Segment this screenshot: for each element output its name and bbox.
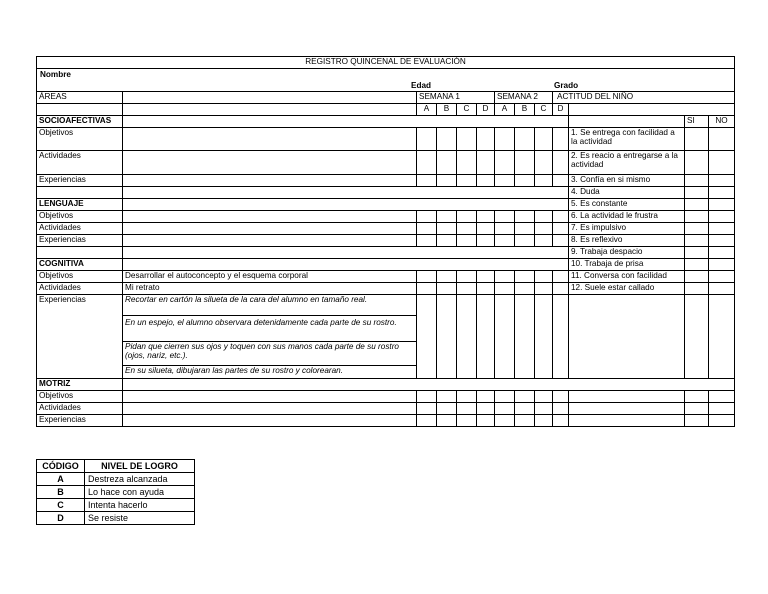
header-info-row [37,69,735,92]
row-label-experiencias: Experiencias [37,235,123,247]
legend-code: B [37,486,85,499]
legend-level: Intenta hacerlo [85,499,195,512]
legend-level-header: NIVEL DE LOGRO [85,460,195,473]
row-label-experiencias: Experiencias [37,175,123,187]
edad-label: Edad [411,81,432,90]
letter-d: D [553,104,569,116]
no-label: NO [709,116,735,128]
cognitiva-objetivo: Desarrollar el autoconcepto y el esquema corporal [123,271,417,283]
row-label-objetivos: Objetivos [37,271,123,283]
row-label-experiencias: Experiencias [37,415,123,427]
cognitiva-experiencia: Recortar en cartón la silueta de la cara del alumno en tamaño real. [123,295,417,316]
grado-label: Grado [554,81,579,90]
letter-b: B [437,104,457,116]
attitude-item: 2. Es reacio a entregarse a la actividad [569,151,685,175]
attitude-item: 6. La actividad le frustra [569,211,685,223]
section-lenguaje: LENGUAJE [37,199,123,211]
legend-code-header: CÓDIGO [37,460,85,473]
evaluation-register-table [36,56,735,427]
row-label-objetivos: Objetivos [37,211,123,223]
attitude-item: 11. Conversa con facilidad [569,271,685,283]
attitude-item: 1. Se entrega con facilidad a la actividad [569,128,685,151]
cognitiva-experiencia: En un espejo, el alumno observara detenidamente cada parte de su rostro. [123,316,417,342]
attitude-item: 12. Suele estar callado [569,283,685,295]
attitude-item: 3. Confía en si mismo [569,175,685,187]
attitude-item: 9. Trabaja despacio [569,247,685,259]
row-label-actividades: Actividades [37,403,123,415]
letter-c: C [457,104,477,116]
actitud-label: ACTITUD DEL NIÑO [553,92,735,104]
legend-code: C [37,499,85,512]
row-label-actividades: Actividades [37,283,123,295]
legend-level: Lo hace con ayuda [85,486,195,499]
form-title: REGISTRO QUINCENAL DE EVALUACIÓN [37,57,735,69]
row-label-actividades: Actividades [37,223,123,235]
si-label: SI [685,116,709,128]
legend-level: Se resiste [85,512,195,525]
legend-level: Destreza alcanzada [85,473,195,486]
letter-b: B [515,104,535,116]
attitude-item: 4. Duda [569,187,685,199]
areas-label: ÁREAS [37,92,123,104]
letter-a: A [417,104,437,116]
section-cognitiva: COGNITIVA [37,259,123,271]
letter-d: D [477,104,495,116]
row-label-objetivos: Objetivos [37,128,123,151]
letter-c: C [535,104,553,116]
row-label-experiencias: Experiencias [37,295,123,379]
cognitiva-experiencia: Pidan que cierren sus ojos y toquen con sus manos cada parte de su rostro (ojos, nariz, etc.). [123,342,417,366]
section-socioafectivas: SOCIOAFECTIVAS [37,116,123,128]
semana2-label: SEMANA 2 [495,92,553,104]
legend-code: A [37,473,85,486]
semana1-label: SEMANA 1 [417,92,495,104]
legend-code: D [37,512,85,525]
row-label-objetivos: Objetivos [37,391,123,403]
section-motriz: MOTRIZ [37,379,123,391]
row-label-actividades: Actividades [37,151,123,175]
achievement-legend-table [36,459,195,525]
attitude-item: 8. Es reflexivo [569,235,685,247]
nombre-label: Nombre [40,70,71,79]
cognitiva-experiencia: En su silueta, dibujaran las partes de su rostro y colorearan. [123,366,417,379]
letter-a: A [495,104,515,116]
attitude-item: 7. Es impulsivo [569,223,685,235]
cognitiva-actividad: Mi retrato [123,283,417,295]
attitude-item: 10. Trabaja de prisa [569,259,685,271]
attitude-item: 5. Es constante [569,199,685,211]
